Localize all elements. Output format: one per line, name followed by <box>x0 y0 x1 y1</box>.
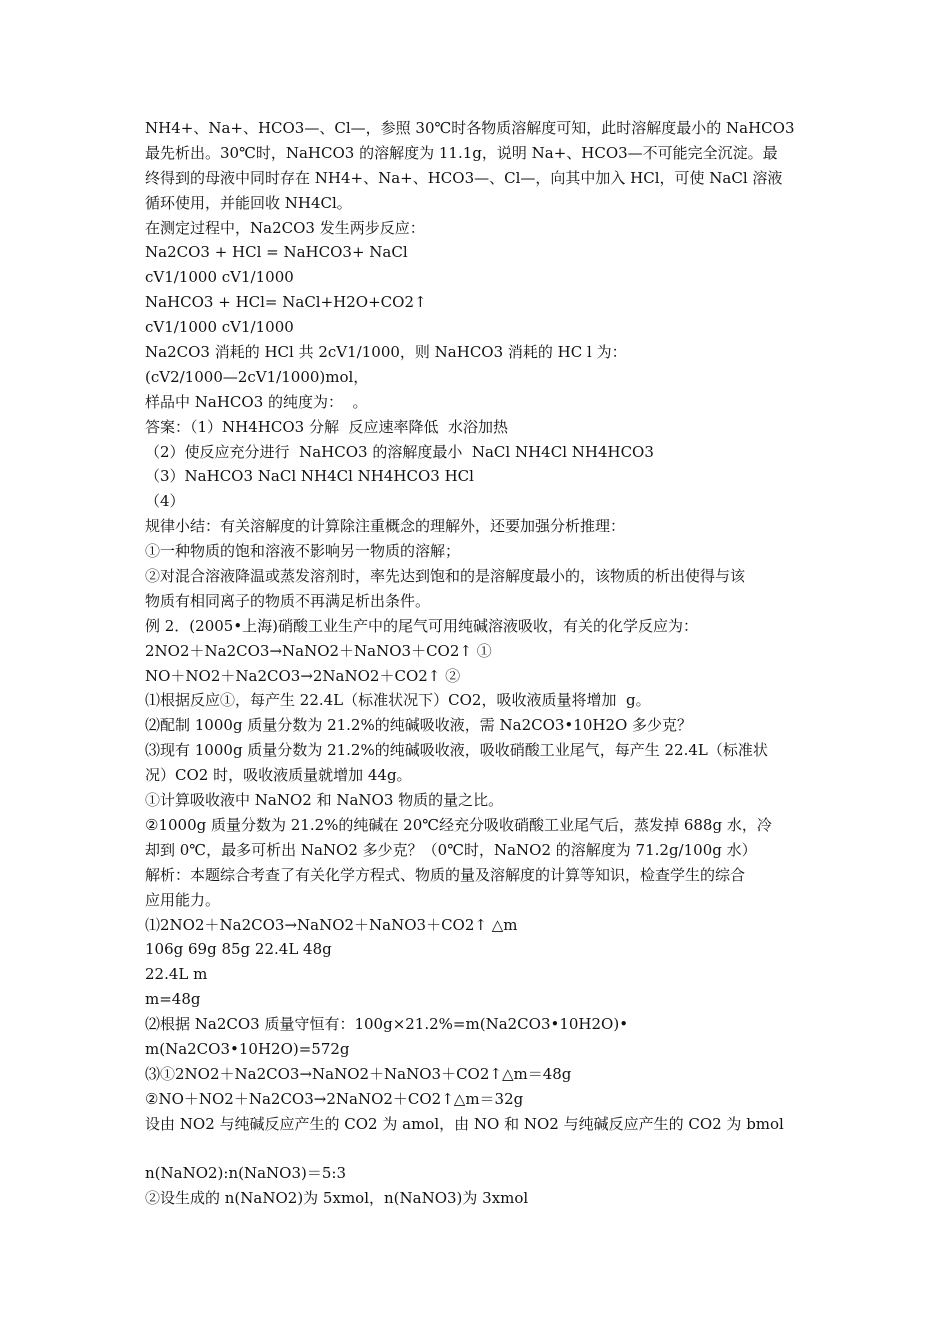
question-line: ⑵配制 1000g 质量分数为 21.2%的纯碱吸收液，需 Na2CO3•10H2O 多少克？ <box>145 716 693 735</box>
question-line: 况）CO2 时，吸收液质量就增加 44g。 <box>145 766 412 785</box>
equation-line: cV1/1000 cV1/1000 <box>145 318 294 337</box>
text-line: 终得到的母液中同时存在 NH4+、Na+、HCO3—、Cl—，向其中加入 HCl，可使 NaCl 溶液 <box>145 168 783 187</box>
text-line: m(Na2CO3•10H2O)=572g <box>145 1039 350 1058</box>
equation-line: ⑶①2NO2＋Na2CO3→NaNO2＋NaNO3＋CO2↑△m＝48g <box>145 1064 572 1083</box>
analysis-line: 解析：本题综合考查了有关化学方程式、物质的量及溶解度的计算等知识，检查学生的综合 <box>145 865 746 884</box>
text-line: n(NaNO2):n(NaNO3)＝5:3 <box>145 1164 346 1183</box>
analysis-line: 应用能力。 <box>145 890 221 909</box>
answer-line: （4） <box>145 492 185 511</box>
example-heading: 例 2．(2005•上海)硝酸工业生产中的尾气可用纯碱溶液吸收，有关的化学反应为： <box>145 616 699 635</box>
question-line: ⑴根据反应①，每产生 22.4L（标准状况下）CO2，吸收液质量将增加 g。 <box>145 691 651 710</box>
text-line: ①一种物质的饱和溶液不影响另一物质的溶解； <box>145 542 461 561</box>
question-line: ⑶现有 1000g 质量分数为 21.2%的纯碱吸收液，吸收硝酸工业尾气，每产生 22.4L（标准状 <box>145 741 768 760</box>
equation-line: 106g 69g 85g 22.4L 48g <box>145 940 332 959</box>
text-line: 最先析出。30℃时，NaHCO3 的溶解度为 11.1g，说明 Na+、HCO3—不可能完全沉淀。最 <box>145 143 778 162</box>
equation-line: NO＋NO2＋Na2CO3→2NaNO2＋CO2↑ ② <box>145 666 461 685</box>
text-line: (cV2/1000—2cV1/1000)mol， <box>145 367 369 386</box>
text-line: ②设生成的 n(NaNO2)为 5xmol，n(NaNO3)为 3xmol <box>145 1189 529 1208</box>
text-line: 循环使用，并能回收 NH4Cl。 <box>145 193 352 212</box>
text-line: 设由 NO2 与纯碱反应产生的 CO2 为 amol，由 NO 和 NO2 与纯碱反应产生的 CO2 为 bmol <box>145 1114 784 1133</box>
question-line: ①计算吸收液中 NaNO2 和 NaNO3 物质的量之比。 <box>145 791 504 810</box>
equation-line: Na2CO3 + HCl = NaHCO3+ NaCl <box>145 243 408 262</box>
answer-line: （3）NaHCO3 NaCl NH4Cl NH4HCO3 HCl <box>145 467 474 486</box>
equation-line: 22.4L m <box>145 965 208 984</box>
text-line: NH4+、Na+、HCO3—、Cl—，参照 30℃时各物质溶解度可知，此时溶解度最小的 NaHCO3 <box>145 119 795 137</box>
text-line: ②对混合溶液降温或蒸发溶剂时，率先达到饱和的是溶解度最小的，该物质的析出使得与该 <box>145 567 746 586</box>
equation-line: ⑴2NO2＋Na2CO3→NaNO2＋NaNO3＋CO2↑ △m <box>145 915 518 934</box>
document-body <box>145 116 810 1211</box>
answer-line: （2）使反应充分进行 NaHCO3 的溶解度最小 NaCl NH4Cl NH4HCO3 <box>145 442 654 461</box>
equation-line: 2NO2＋Na2CO3→NaNO2＋NaNO3＋CO2↑ ① <box>145 641 492 660</box>
question-line: 却到 0℃，最多可析出 NaNO2 多少克？（0℃时，NaNO2 的溶解度为 71.2g/100g 水） <box>145 840 757 859</box>
question-line: ②1000g 质量分数为 21.2%的纯碱在 20℃经充分吸收硝酸工业尾气后，蒸发掉 688g 水，冷 <box>145 815 772 834</box>
equation-line: ②NO＋NO2＋Na2CO3→2NaNO2＋CO2↑△m＝32g <box>145 1089 524 1108</box>
text-line: 样品中 NaHCO3 的纯度为： 。 <box>145 392 368 411</box>
answer-line: 答案：（1）NH4HCO3 分解 反应速率降低 水浴加热 <box>145 417 509 436</box>
text-line: 在测定过程中，Na2CO3 发生两步反应： <box>145 218 425 237</box>
text-line: Na2CO3 消耗的 HCl 共 2cV1/1000，则 NaHCO3 消耗的 HC l 为： <box>145 343 627 362</box>
equation-line: NaHCO3 + HCl= NaCl+H2O+CO2↑ <box>145 293 427 312</box>
blank-line <box>145 1137 810 1162</box>
text-line: 规律小结：有关溶解度的计算除注重概念的理解外，还要加强分析推理： <box>145 517 626 536</box>
equation-line: m=48g <box>145 990 201 1009</box>
text-line: ⑵根据 Na2CO3 质量守恒有：100g×21.2%=m(Na2CO3•10H2O)• <box>145 1015 629 1034</box>
equation-line: cV1/1000 cV1/1000 <box>145 268 294 287</box>
text-line: 物质有相同离子的物质不再满足析出条件。 <box>145 591 431 610</box>
